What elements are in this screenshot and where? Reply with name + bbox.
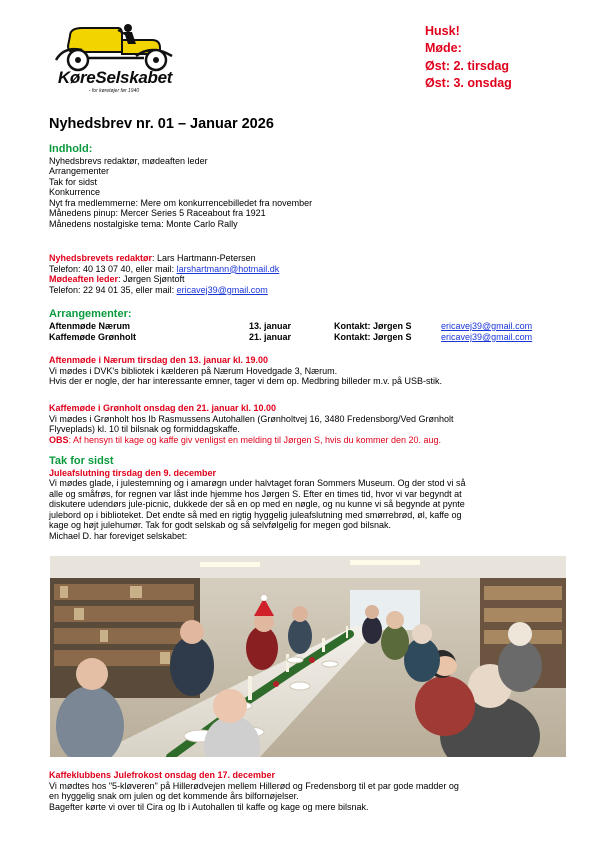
contents-heading: Indhold: — [49, 143, 93, 155]
editor-phone: Telefon: 40 13 07 40, eller mail: — [49, 263, 177, 274]
coffee-club-heading: Kaffeklubbens Julefrokost onsdag den 17. december — [49, 770, 276, 780]
note-text: : Af hensyn til kage og kaffe giv venligst en melding til Jørgen S, hvis du kommer den 20. aug. — [68, 434, 442, 445]
editor-name: : Lars Hartmann-Petersen — [152, 253, 256, 263]
arrangement-contact: Kontakt: Jørgen S — [334, 321, 412, 331]
editor-email-link[interactable]: larshartmann@hotmail.dk — [176, 263, 280, 274]
arrangement-event: Kaffemøde Grønholt — [49, 332, 136, 342]
coffee-meeting-text: Vi mødes i Grønholt hos Ib Rasmussens Autohallen (Grønholtvej 16, 3480 Fredensborg/Ved Grønholt — [49, 413, 454, 424]
reminder-line: Møde: — [425, 41, 462, 56]
contents-item: Nyhedsbrevs redaktør, mødeaften leder — [49, 155, 208, 166]
arrangement-event: Aftenmøde Nærum — [49, 321, 131, 331]
coffee-meeting-section — [49, 403, 454, 445]
arrangement-row — [49, 332, 569, 343]
thanks-text: Michael D. har foreviget selskabet: — [49, 531, 188, 542]
thanks-section — [49, 455, 466, 542]
leader-name: : Jørgen Sjøntoft — [118, 274, 185, 285]
contacts-section — [49, 253, 279, 295]
newsletter-title: Nyhedsbrev nr. 01 – Januar 2026 — [49, 116, 274, 132]
contents-section — [49, 143, 312, 230]
logo-tagline: - for køretøjer før 1940 — [88, 88, 140, 94]
leader-email-link[interactable]: ericavej39@gmail.com — [176, 284, 268, 295]
thanks-text: julebord op i biblioteket. Det endte så med en rigtig hyggelig juleafslutning med smørrebrød, øl, kaffe og — [49, 509, 462, 520]
arrangement-date: 13. januar — [249, 321, 292, 331]
arrangements-heading: Arrangementer: — [49, 308, 132, 320]
coffee-meeting-text: Flyveplads) kl. 10 til bilsnak og formiddagskaffe. — [49, 424, 240, 435]
editor-contact — [49, 264, 279, 275]
reminder-line: Øst: 2. tirsdag — [425, 58, 510, 73]
leader-role: Mødeaften leder — [49, 274, 119, 285]
contents-item: Månedens nostalgiske tema: Monte Carlo Rally — [49, 219, 238, 230]
club-logo — [48, 22, 180, 98]
evening-meeting-section — [49, 355, 442, 387]
coffee-club-text: Vi mødtes hos "5-kløveren" på Hillerødvejen mellem Hillerød og Fredensborg til et par gode madder og — [49, 780, 459, 791]
coffee-meeting-heading: Kaffemøde i Grønholt onsdag den 21. januar kl. 10.00 — [49, 403, 277, 413]
editor-role: Nyhedsbrevets redaktør — [49, 253, 153, 263]
coffee-meeting-note — [49, 435, 454, 446]
coffee-club-text: en hyggelig snak om julen og det kommende års bilfornøjelser. — [49, 791, 299, 802]
contents-item: Tak for sidst — [49, 176, 98, 187]
arrangement-contact: Kontakt: Jørgen S — [334, 332, 412, 342]
coffee-club-section — [49, 770, 459, 812]
reminder-line: Husk! — [425, 24, 460, 38]
christmas-party-photo — [50, 556, 566, 757]
arrangement-row — [49, 321, 569, 332]
meeting-reminder — [425, 23, 585, 93]
leader-phone: Telefon: 22 94 01 35, eller mail: — [49, 284, 177, 295]
thanks-subheading: Juleafslutning tirsdag den 9. december — [49, 467, 217, 478]
contents-item: Arrangementer — [49, 166, 110, 177]
contents-item: Nyt fra medlemmerne: Mere om konkurrencebilledet fra november — [49, 197, 313, 208]
contents-item: Konkurrence — [49, 187, 101, 198]
contents-item: Månedens pinup: Mercer Series 5 Raceabout fra 1921 — [49, 208, 266, 219]
note-label: OBS — [49, 434, 69, 445]
leader-line — [49, 274, 279, 285]
vintage-car-icon — [48, 22, 180, 72]
editor-line — [49, 253, 279, 264]
thanks-text: kage og højt julehumør. Tak for godt selskab og så selvfølgelig for megen god bilsnak. — [49, 520, 392, 531]
arrangements-table — [49, 321, 569, 343]
arrangement-email-link[interactable]: ericavej39@gmail.com — [441, 321, 533, 331]
thanks-text: Vi mødes glade, i julestemning og i amarøgn under halvtaget foran Sommers Museum. Og der stod vi så — [49, 478, 466, 489]
reminder-line: Øst: 3. onsdag — [425, 76, 512, 91]
party-photo-illustration — [50, 556, 566, 757]
logo-wordmark: KøreSelskabet — [57, 68, 173, 87]
arrangement-email-link[interactable]: ericavej39@gmail.com — [441, 332, 533, 342]
evening-meeting-text: Vi mødes i DVK's bibliotek i kælderen på Nærum Hovedgade 3, Nærum. — [49, 365, 338, 376]
coffee-club-text: Bagefter kørte vi over til Cira og Ib i Autohallen til kaffe og kage og mere bilsnak. — [49, 801, 369, 812]
thanks-text: diskutere udendørs jule-picnic, dukkede der så en op med en nøgle, og nu kunne vi så begynde at pynte — [49, 499, 465, 510]
leader-contact — [49, 285, 279, 296]
thanks-text: alle og småfrøs, for regnen var låst inde hjemme hos Jørgen S. Efter en times tid, hvor vi var begyndt at — [49, 488, 462, 499]
thanks-heading: Tak for sidst — [49, 455, 114, 467]
evening-meeting-heading: Aftenmøde i Nærum tirsdag den 13. januar kl. 19.00 — [49, 355, 269, 365]
arrangement-date: 21. januar — [249, 332, 292, 342]
evening-meeting-text: Hvis der er nogle, der har interessante emner, tager vi dem op. Medbring billeder m.v. på USB-stik. — [49, 376, 443, 387]
